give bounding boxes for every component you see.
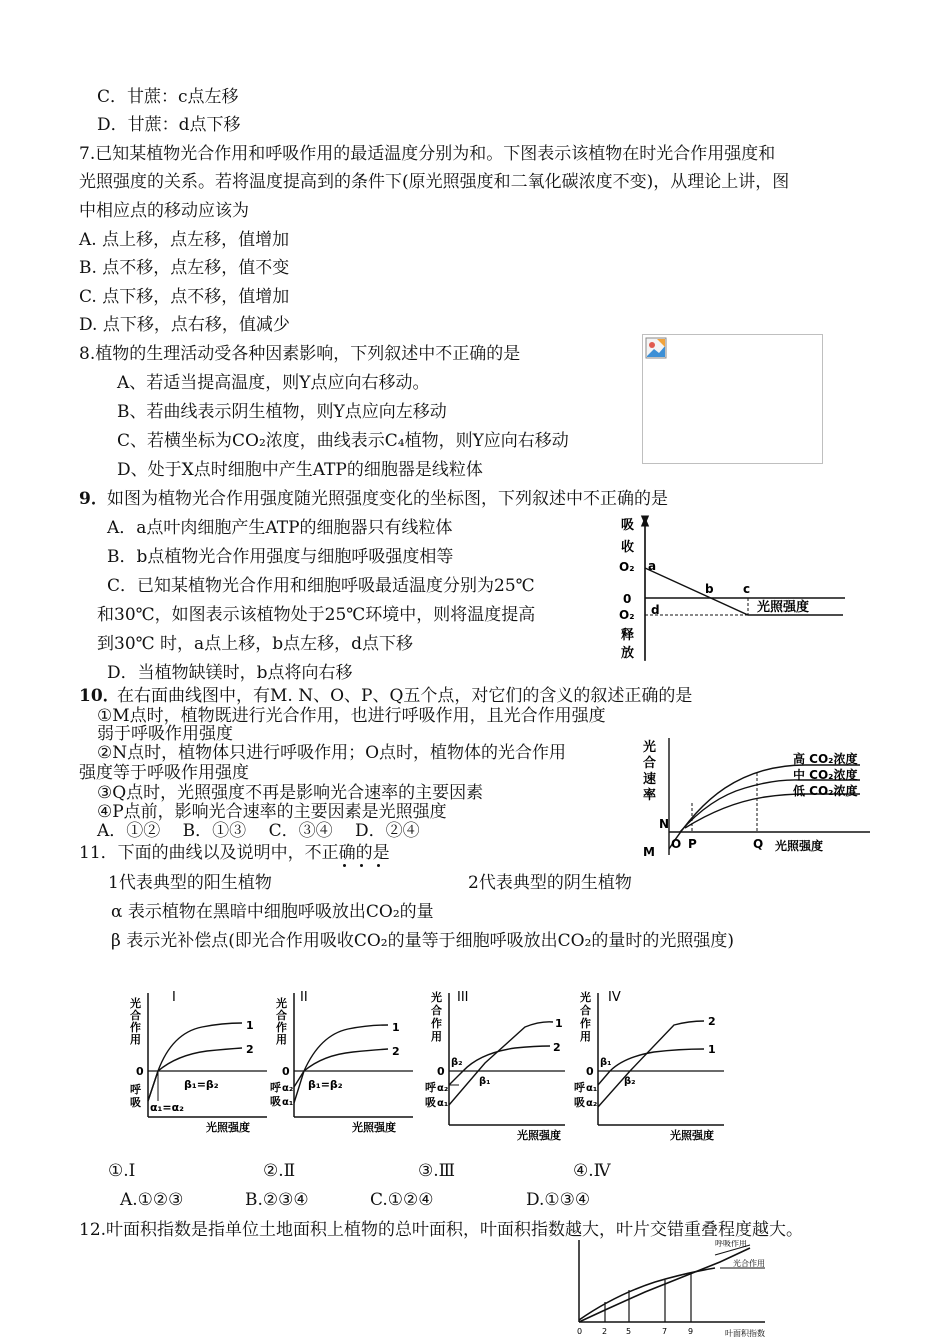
q11-g1-ylabel-2: 合 (130, 1009, 141, 1022)
q11-stem: 11．下面的曲线以及说明中，不正确的是 (79, 843, 390, 863)
broken-image-icon (645, 337, 667, 359)
q12-tick-5: 5 (626, 1327, 632, 1336)
q11-g2-curve-1 (294, 1025, 388, 1103)
q11-g1-ylabel-1: 光 (130, 997, 141, 1010)
q9-zero-label: 0 (623, 592, 632, 606)
q11-g1-ylabel-3: 作 (130, 1021, 141, 1034)
q6-option-c: C．甘蔗：c点左移 (97, 87, 239, 107)
q11-g4-resp-1: 呼 (574, 1081, 585, 1094)
q12-label-photo: 光合作用 (733, 1259, 765, 1268)
q11-g2-ylabel-3: 作 (276, 1021, 287, 1034)
q11-g1-alpha-rel: α₁=α₂ (150, 1101, 184, 1114)
q11-option-a: A.①②③ (120, 1190, 184, 1210)
q8-option-d: D、处于X点时细胞中产生ATP的细胞器是线粒体 (117, 460, 483, 480)
q9-point-b: b (705, 582, 714, 596)
q11-beta-desc: β 表示光补偿点(即光合作用吸收CO₂的量等于细胞呼吸放出CO₂的量时的光照强度) (111, 931, 735, 951)
q10-y-label-char3: 速 (643, 772, 657, 787)
q10-legend-low: 低 CO₂浓度 (793, 784, 858, 798)
q11-g2-ylabel-4: 用 (276, 1033, 287, 1046)
q11-g4-label-2: 2 (708, 1015, 716, 1028)
q11-graph-3 (425, 985, 575, 1143)
q11-emphasis-dots (343, 864, 403, 868)
q11-g1-label-2: 2 (246, 1043, 254, 1056)
q11-g3-resp-2: 吸 (425, 1096, 436, 1109)
q9-point-a: a (648, 559, 657, 573)
q9-option-b: B．b点植物光合作用强度与细胞呼吸强度相等 (107, 547, 454, 567)
q9-y-bottom-char2: 释 (621, 628, 635, 643)
broken-image-placeholder (642, 334, 823, 464)
q11-option-c: C.①②④ (370, 1190, 434, 1210)
q12-tick-9: 9 (688, 1327, 694, 1336)
q11-g3-curve-1 (449, 1022, 553, 1105)
q11-g2-label-2: 2 (392, 1045, 400, 1058)
q11-g2-label-1: 1 (392, 1021, 400, 1034)
q11-g3-roman: III (457, 990, 469, 1005)
q11-g3-ylabel-3: 作 (431, 1017, 442, 1030)
q10-x-label: 光照强度 (775, 839, 824, 853)
q11-g1-zero: 0 (136, 1065, 144, 1078)
q11-g3-alpha-2: α₂ (437, 1083, 449, 1094)
q12-label-resp: 呼吸作用 (715, 1240, 747, 1248)
q6-option-d: D．甘蔗：d点下移 (97, 115, 241, 135)
q11-g3-ylabel-4: 用 (431, 1030, 442, 1043)
q11-g2-roman: II (300, 990, 308, 1005)
q11-g1-resp-2: 吸 (130, 1096, 141, 1109)
q11-g3-ylabel-1: 光 (431, 991, 442, 1004)
q11-g2-zero: 0 (282, 1065, 290, 1078)
q11-option-b: B.②③④ (245, 1190, 309, 1210)
q9-y-bottom-char1: O₂ (619, 608, 635, 622)
q9-y-top-char3: O₂ (619, 560, 635, 574)
q11-option-d: D.①③④ (526, 1190, 591, 1210)
q11-g4-resp-2: 吸 (574, 1096, 585, 1109)
q12-stem: 12.叶面积指数是指单位土地面积上植物的总叶面积，叶面积指数越大，叶片交错重叠程度越大。 (79, 1220, 804, 1240)
q11-g1-beta-rel: β₁=β₂ (184, 1078, 219, 1091)
q7-option-c: C. 点下移，点不移，值增加 (79, 287, 290, 307)
q11-g4-ylabel-3: 作 (580, 1017, 591, 1030)
q11-g2-ylabel-2: 合 (276, 1009, 287, 1022)
q11-g2-beta-rel: β₁=β₂ (308, 1078, 343, 1091)
q10-statement-4: ④P点前，影响光合速率的主要因素是光照强度 (97, 802, 447, 822)
q10-y-label-char1: 光 (643, 740, 657, 755)
q11-g1-label-1: 1 (246, 1019, 254, 1032)
q11-g3-alpha-1: α₁ (437, 1098, 449, 1109)
q9-option-c-line2: 和30℃，如图表示该植物处于25℃环境中，则将温度提高 (97, 605, 536, 625)
q11-g4-curve-2 (598, 1021, 704, 1107)
q11-item-3: ③.Ⅲ (418, 1161, 456, 1181)
q11-graph-2 (268, 985, 418, 1135)
q11-g2-alpha-2: α₂ (282, 1083, 294, 1094)
q12-figure (565, 1240, 795, 1340)
q11-g4-beta-1: β₁ (600, 1057, 612, 1068)
q11-g3-xlabel: 光照强度 (517, 1129, 561, 1142)
q11-item-2: ②.Ⅱ (263, 1161, 296, 1181)
q9-option-c-line3: 到30℃ 时，a点上移，b点左移，d点下移 (97, 634, 413, 654)
q10-point-o: O (671, 837, 682, 851)
q8-option-c: C、若横坐标为CO₂浓度，曲线表示C₄植物，则Y应向右移动 (117, 431, 569, 451)
q10-y-label-char4: 率 (643, 788, 657, 803)
q11-g2-resp-2: 吸 (270, 1095, 281, 1108)
q11-g4-alpha-1: α₁ (586, 1083, 598, 1094)
q11-g2-xlabel: 光照强度 (352, 1121, 396, 1134)
q11-g3-label-1: 1 (555, 1017, 563, 1030)
q10-stem: 在右面曲线图中，有M. N、O、P、Q五个点，对它们的含义的叙述正确的是 (117, 686, 693, 706)
q11-graph-4 (574, 985, 734, 1143)
q7-option-a: A. 点上移，点左移，值增加 (79, 230, 290, 250)
q11-g1-curve-2 (148, 1048, 242, 1101)
q11-item-4: ④.Ⅳ (573, 1161, 611, 1181)
q9-figure (605, 515, 850, 665)
q12-x-label: 叶面积指数 (725, 1329, 765, 1338)
q7-stem-line3: 中相应点的移动应该为 (79, 201, 249, 221)
q10-statement-1a: ①M点时，植物既进行光合作用，也进行呼吸作用，且光合作用强度 (97, 706, 606, 726)
q9-point-d: d (651, 603, 660, 617)
q10-figure (635, 733, 880, 863)
q11-g4-ylabel-4: 用 (580, 1030, 591, 1043)
q10-point-p: P (688, 837, 697, 851)
q11-g4-ylabel-2: 合 (580, 1004, 591, 1017)
q12-tick-0: 0 (577, 1327, 583, 1336)
q11-g4-curve-1 (598, 1049, 704, 1085)
q8-option-b: B、若曲线表示阴生植物，则Y点应向左移动 (117, 402, 447, 422)
q11-g3-zero: 0 (437, 1065, 445, 1078)
q10-y-label-char2: 合 (643, 756, 657, 771)
q11-g1-roman: I (172, 990, 176, 1005)
q9-y-bottom-char3: 放 (621, 646, 635, 661)
q11-g3-ylabel-2: 合 (431, 1004, 442, 1017)
q11-g3-resp-1: 呼 (425, 1081, 436, 1094)
q10-statement-2a: ②N点时，植物体只进行呼吸作用；O点时，植物体的光合作用 (97, 743, 567, 763)
q10-point-q: Q (753, 837, 764, 851)
q10-legend-high: 高 CO₂浓度 (793, 752, 858, 766)
q11-g3-label-2: 2 (553, 1041, 561, 1054)
q11-g4-beta-2: β₂ (624, 1076, 636, 1087)
q11-legend-1: 1代表典型的阳生植物 (108, 873, 272, 893)
q11-graph-1 (122, 985, 272, 1135)
q11-g1-resp-1: 呼 (130, 1083, 141, 1096)
q9-x-label: 光照强度 (757, 600, 810, 615)
q11-g3-beta-1: β₁ (479, 1076, 491, 1087)
q11-legend-2: 2代表典型的阴生植物 (468, 873, 632, 893)
q11-g1-ylabel-4: 用 (130, 1033, 141, 1046)
q11-g1-xlabel: 光照强度 (206, 1121, 250, 1134)
q11-g4-roman: IV (608, 990, 621, 1005)
q9-y-top-char1: 吸 (621, 518, 635, 533)
q9-y-top-char2: 收 (621, 540, 635, 555)
q11-g3-beta-2: β₂ (451, 1057, 463, 1068)
q11-g2-alpha-1: α₁ (282, 1097, 294, 1108)
q9-option-c-line1: C．已知某植物光合作用和细胞呼吸最适温度分别为25℃ (107, 576, 535, 596)
q10-point-n: N (659, 817, 670, 831)
q9-stem: 如图为植物光合作用强度随光照强度变化的坐标图，下列叙述中不正确的是 (107, 489, 668, 509)
q7-stem-line1: 7.已知某植物光合作用和呼吸作用的最适温度分别为和。下图表示该植物在时光合作用强度和 (79, 144, 776, 164)
q11-g2-resp-1: 呼 (270, 1081, 281, 1094)
q11-alpha-desc: α 表示植物在黑暗中细胞呼吸放出CO₂的量 (111, 902, 434, 922)
q11-item-1: ①.Ⅰ (108, 1161, 136, 1181)
q10-number: 10． (79, 686, 120, 706)
q10-options: A．①② B．①③ C．③④ D．②④ (97, 821, 420, 841)
q9-number: 9． (79, 489, 108, 509)
q10-legend-mid: 中 CO₂浓度 (793, 768, 858, 782)
q7-option-d: D. 点下移，点右移，值减少 (79, 315, 290, 335)
q10-statement-3: ③Q点时，光照强度不再是影响光合速率的主要因素 (97, 783, 484, 803)
q8-stem: 8.植物的生理活动受各种因素影响，下列叙述中不正确的是 (79, 344, 521, 364)
q8-option-a: A、若适当提高温度，则Y点应向右移动。 (117, 373, 430, 393)
q7-option-b: B. 点不移，点左移，值不变 (79, 258, 290, 278)
q9-option-a: A．a点叶肉细胞产生ATP的细胞器只有线粒体 (107, 518, 453, 538)
q10-point-m: M (643, 845, 655, 859)
q10-statement-1b: 弱于呼吸作用强度 (97, 724, 233, 744)
q9-option-d: D．当植物缺镁时，b点将向右移 (107, 663, 353, 683)
q9-point-c: c (743, 582, 751, 596)
q11-g4-xlabel: 光照强度 (670, 1129, 714, 1142)
q11-g4-ylabel-1: 光 (580, 991, 591, 1004)
q10-statement-2b: 强度等于呼吸作用强度 (79, 763, 249, 783)
q11-g4-zero: 0 (586, 1065, 594, 1078)
q11-g2-ylabel-1: 光 (276, 997, 287, 1010)
q11-g4-alpha-2: α₂ (586, 1098, 598, 1109)
q12-tick-7: 7 (662, 1327, 668, 1336)
q12-tick-2: 2 (602, 1327, 608, 1336)
q11-g3-curve-2 (449, 1046, 550, 1085)
q11-g4-label-1: 1 (708, 1043, 716, 1056)
q7-stem-line2: 光照强度的关系。若将温度提高到的条件下(原光照强度和二氧化碳浓度不变)，从理论上讲，图 (79, 172, 790, 192)
